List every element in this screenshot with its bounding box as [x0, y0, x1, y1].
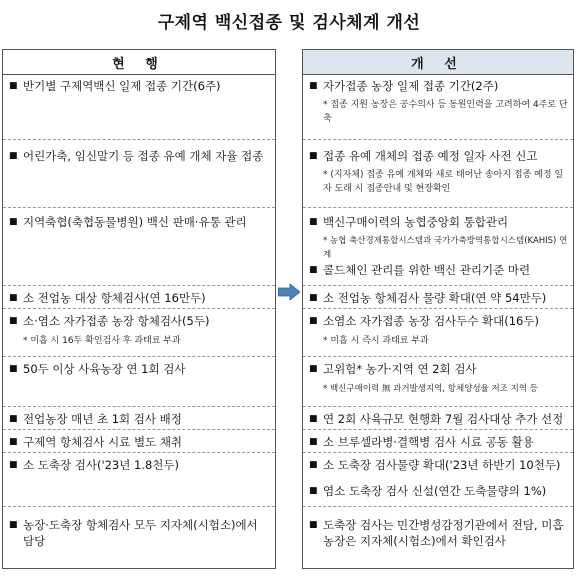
- improvement-item: ■ 고위험* 농가·지역 연 2회 검사: [309, 362, 477, 376]
- bullet-icon: ■: [309, 217, 318, 227]
- bullet-icon: ■: [309, 414, 318, 424]
- improvement-item: ■ 염소 도축장 검사 신설(연간 도축물량의 1%): [309, 484, 547, 498]
- current-row-6: [3, 357, 275, 407]
- bullet-icon: ■: [9, 520, 18, 530]
- improvement-item: ■ 접종 유예 개체의 접종 예정 일자 사전 신고: [309, 149, 538, 163]
- bullet-icon: ■: [309, 520, 318, 530]
- current-item: ■ 소·염소 자가접종 농장 항체검사(5두): [9, 314, 210, 328]
- current-item: ■ 전업농장 매년 초 1회 검사 배정: [9, 412, 182, 426]
- current-row-2: [3, 140, 275, 208]
- current-item: ■ 50두 이상 사육농장 연 1회 검사: [9, 362, 186, 376]
- improvement-item: ■ 자가접종 농장 일제 접종 기간(2주): [309, 79, 499, 93]
- improvement-row-2: [303, 140, 573, 208]
- improvement-item-note: * 농협 축산경제통합시스템과 국가가축방역통합시스템(KAHIS) 연계: [323, 236, 568, 260]
- improvement-item: ■ 소 전업농 항체검사 물량 확대(연 약 54만두): [309, 291, 547, 305]
- improvement-item: ■ 백신구매이력의 농협중앙회 통합관리: [309, 215, 509, 229]
- current-row-5: [3, 309, 275, 357]
- current-item-note: * 미흡 시 16두 확인검사 후 과태료 부과: [23, 336, 181, 346]
- bullet-icon: ■: [9, 437, 18, 447]
- improvement-row-10: [303, 507, 573, 569]
- current-column: [2, 49, 276, 569]
- bullet-icon: ■: [309, 293, 318, 303]
- improvement-row-3: [303, 208, 573, 286]
- current-row-10: [3, 507, 275, 569]
- improvement-row-9: [303, 453, 573, 507]
- bullet-icon: ■: [309, 81, 318, 91]
- current-item: ■ 농장·도축장 항체검사 모두 지자체(시험소)에서 담당: [9, 518, 258, 548]
- bullet-icon: ■: [9, 364, 18, 374]
- page-title: 구제역 백신접종 및 검사체계 개선: [157, 13, 421, 33]
- improvement-row-1: [303, 74, 573, 140]
- right-arrow-icon: [278, 284, 300, 300]
- current-item: ■ 소 전업농 대상 항체검사(연 16만두): [9, 291, 206, 305]
- improvement-item-note: * 접종 지원 농장은 공수의사 등 동원인력을 고려하여 4주로 단축: [323, 100, 568, 124]
- improvement-item: ■ 도축장 검사는 민간병성감정기관에서 전담, 미흡 농장은 지자체(시험소)에서 확인검사: [309, 518, 564, 548]
- current-row-9: [3, 453, 275, 507]
- improvement-column: [302, 49, 574, 569]
- bullet-icon: ■: [309, 437, 318, 447]
- bullet-icon: ■: [9, 293, 18, 303]
- bullet-icon: ■: [309, 316, 318, 326]
- current-item: ■ 어린가축, 임신말기 등 접종 유예 개체 자율 접종: [9, 149, 264, 163]
- current-item: ■ 구제역 항체검사 시료 별도 채취: [9, 435, 183, 449]
- bullet-icon: ■: [9, 217, 18, 227]
- bullet-icon: ■: [309, 265, 318, 275]
- bullet-icon: ■: [309, 364, 318, 374]
- current-row-7: [3, 407, 275, 430]
- bullet-icon: ■: [9, 414, 18, 424]
- improvement-item: ■ 연 2회 사육규모 현행화 7월 검사대상 추가 선정: [309, 412, 564, 426]
- bullet-icon: ■: [9, 151, 18, 161]
- bullet-icon: ■: [9, 460, 18, 470]
- bullet-icon: ■: [9, 81, 18, 91]
- improvement-item: ■ 콜드체인 관리를 위한 백신 관리기준 마련: [309, 263, 531, 277]
- improvement-item: ■ 소 도축장 검사물량 확대('23년 하반기 10천두): [309, 458, 561, 472]
- improvement-row-5: [303, 309, 573, 357]
- current-row-1: [3, 74, 275, 140]
- improvement-item-note: * 미흡 시 즉시 과태료 부과: [323, 336, 429, 346]
- improvement-row-7: [303, 407, 573, 430]
- improvement-row-4: [303, 286, 573, 309]
- current-row-8: [3, 430, 275, 453]
- current-row-3: [3, 208, 275, 286]
- current-item: ■ 지역축협(축협동물병원) 백신 판매·유통 관리: [9, 215, 247, 229]
- improvement-row-6: [303, 357, 573, 407]
- bullet-icon: ■: [309, 460, 318, 470]
- current-header: 현 행: [3, 50, 275, 75]
- bullet-icon: ■: [9, 316, 18, 326]
- current-row-4: [3, 286, 275, 309]
- improvement-item: ■ 소염소 자가접종 농장 검사두수 확대(16두): [309, 314, 539, 328]
- improvement-item-note: * (지자체) 접종 유예 개체와 새로 태어난 송아지 접종 예정 일자 도래 시 접종안내 및 현장확인: [323, 170, 564, 194]
- improvement-item: ■ 소 브루셀라병·결핵병 검사 시료 공동 활용: [309, 435, 534, 449]
- bullet-icon: ■: [309, 486, 318, 496]
- current-item: ■ 반기별 구제역백신 일제 접종 기간(6주): [9, 79, 221, 93]
- current-item: ■ 소 도축장 검사('23년 1.8천두): [9, 458, 180, 472]
- improvement-row-8: [303, 430, 573, 453]
- improvement-item-note: * 백신구매이력 無 과거발생지역, 항체양성율 저조 지역 등: [323, 384, 539, 394]
- improvement-header: 개 선: [303, 50, 573, 75]
- bullet-icon: ■: [309, 151, 318, 161]
